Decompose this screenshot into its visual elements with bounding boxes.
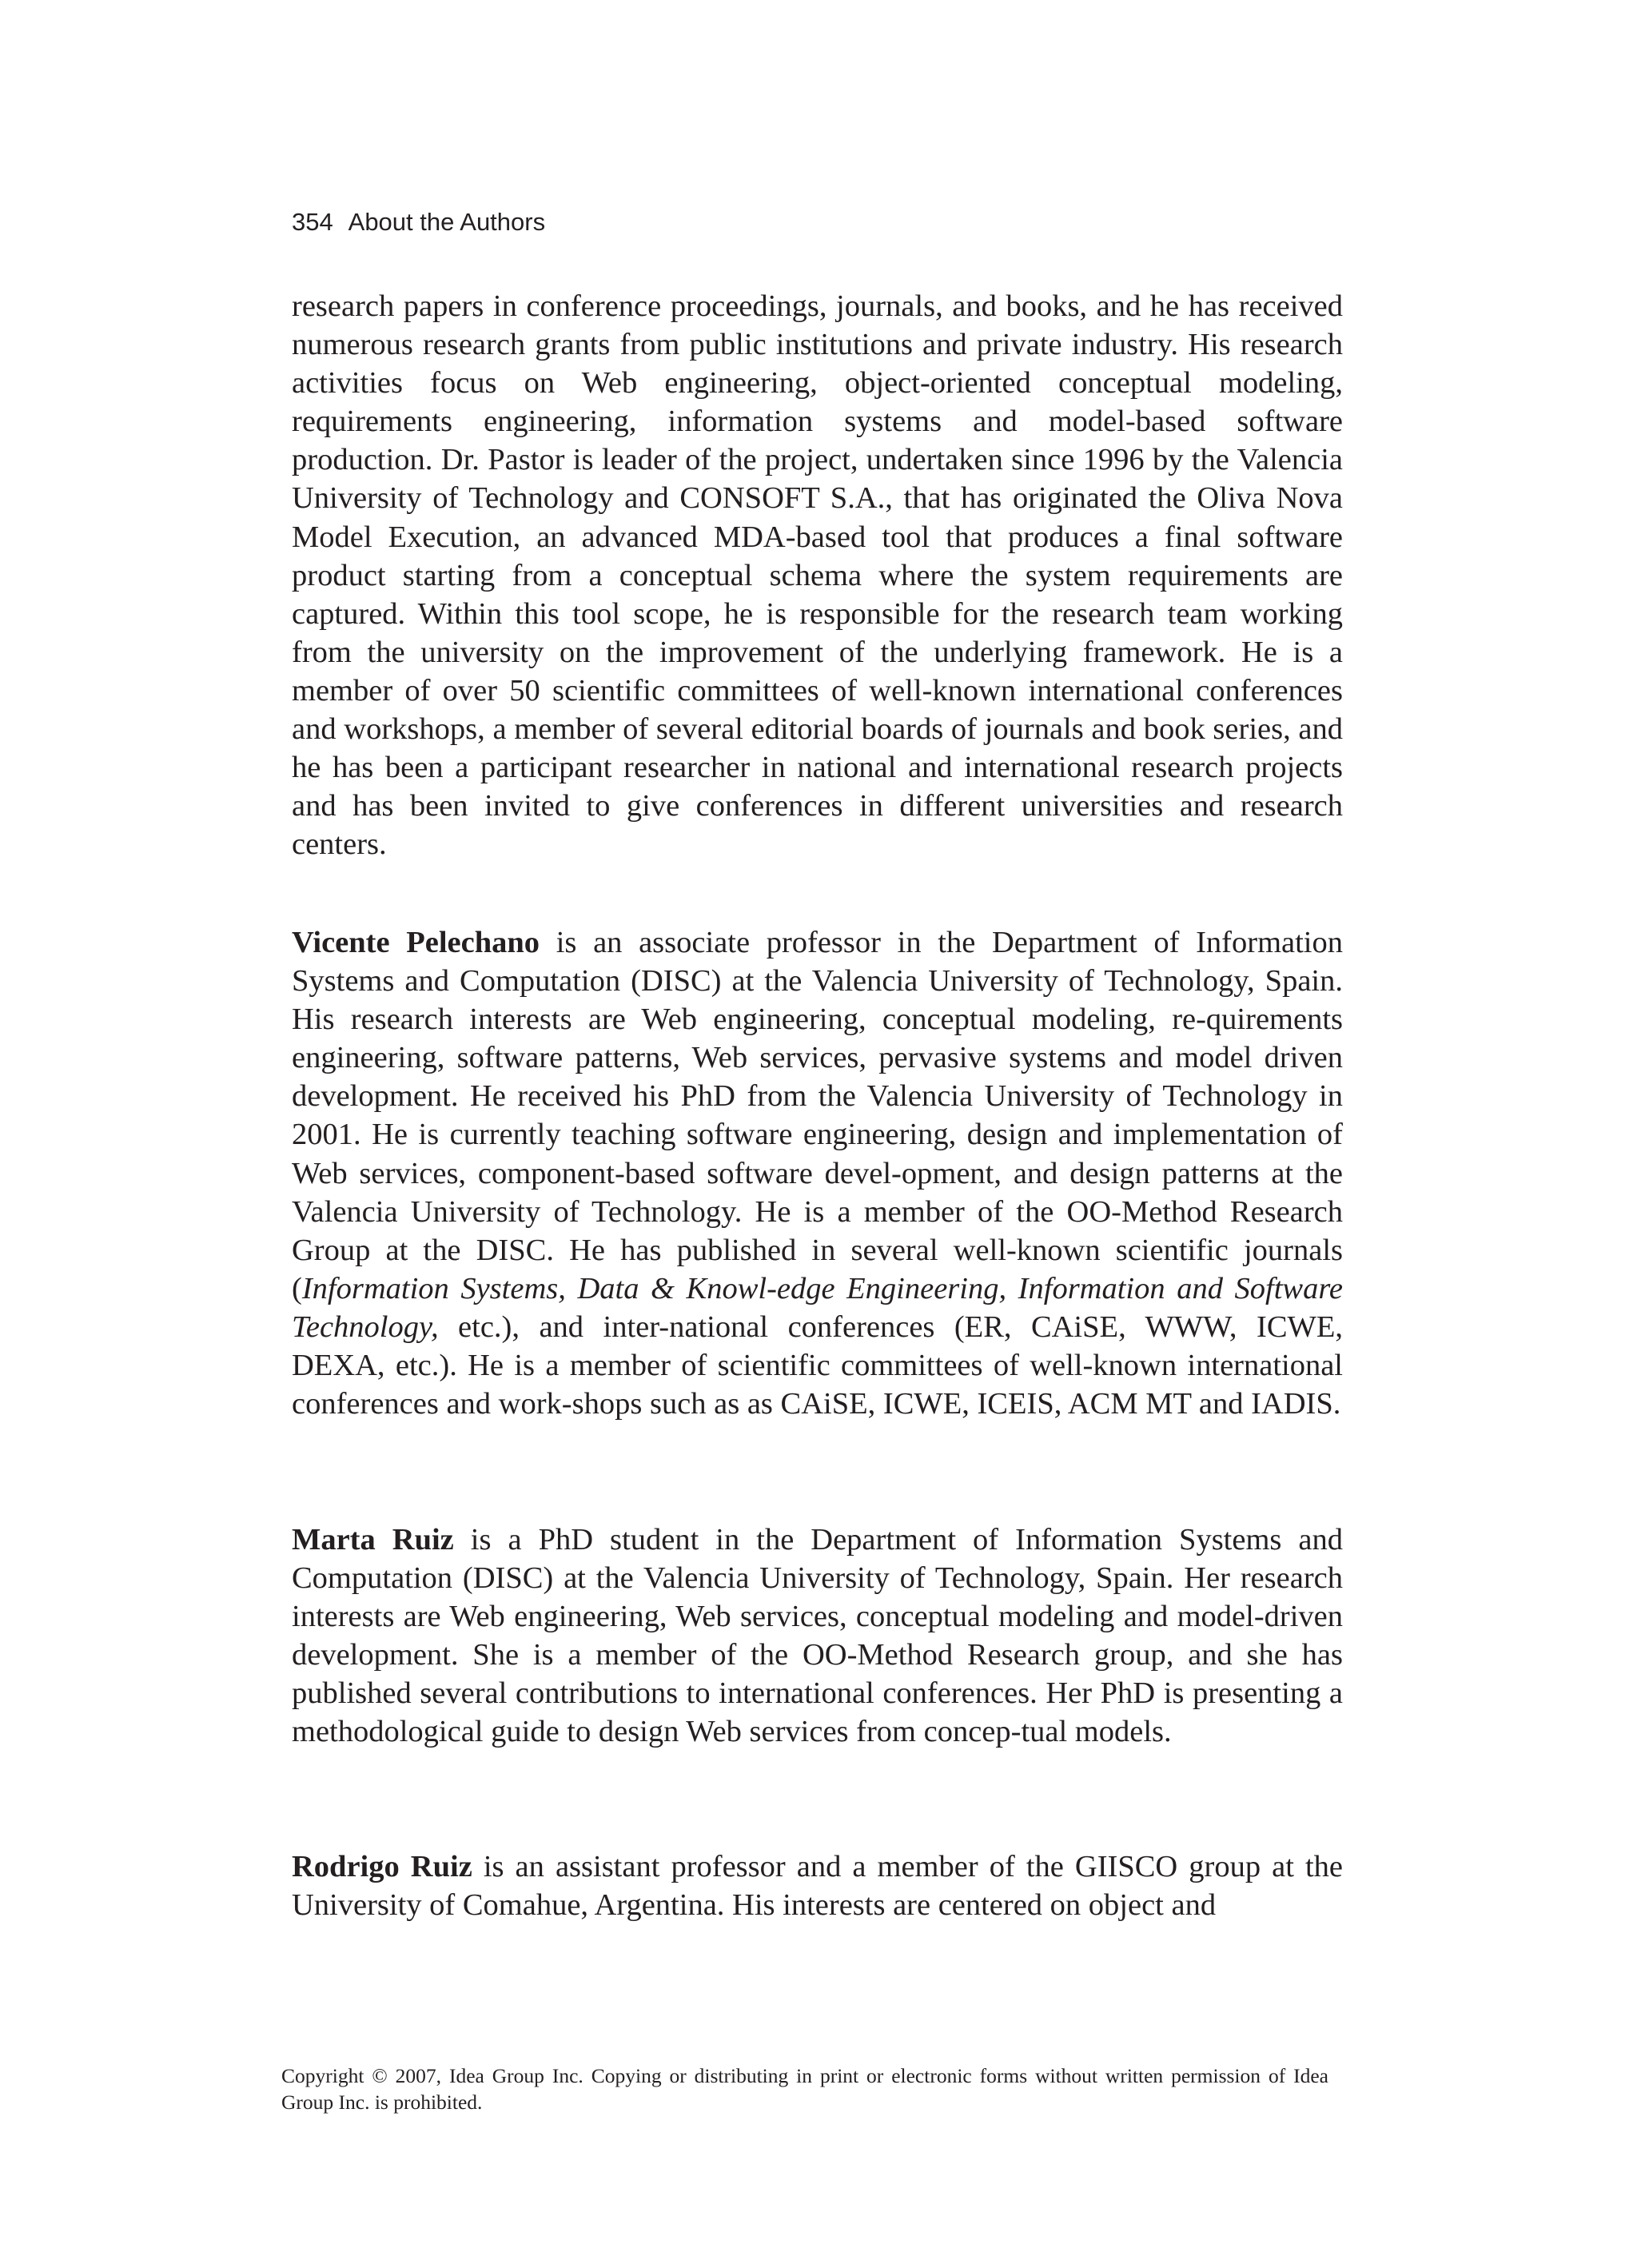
- bio-text-marta-ruiz: is a PhD student in the Department of Information Systems and Computation (DISC) at the Valencia University of Technology, Spain. Her research interests are Web engineering, Web services, conceptual modeling and model-driven development. She is a member of the OO-Method Research group, and she has published several contributions to international conferences. Her PhD is presenting a methodological guide to design Web services from concep-tual models.: [292, 1523, 1343, 1749]
- author-name-rodrigo-ruiz: Rodrigo Ruiz: [292, 1850, 472, 1883]
- bio-text-pelechano-2: etc.), and inter-national conferences (ER, CAiSE, WWW, ICWE, DEXA, etc.). He is a member of scientific committees of well-known international conferences and work-shops such as as CAiSE, ICWE, ICEIS, ACM MT and IADIS.: [292, 1309, 1343, 1421]
- bio-text-pelechano-1: is an associate professor in the Department of Information Systems and Computation (DISC) at the Valencia University of Technology, Spain. His research interests are Web engineering, conceptual modeling, re-quirements engineering, software patterns, Web services, pervasive systems and model driven development. He received his PhD from the Valencia University of Technology in 2001. He is currently teaching software engineering, design and implementation of Web services, component-based software devel-opment, and design patterns at the Valencia University of Technology. He is a member of the OO-Method Research Group at the DISC. He has published in several well-known scientific journals (: [292, 926, 1343, 1305]
- bio-paragraph-pastor: [292, 287, 1343, 863]
- bio-paragraph-marta-ruiz: [292, 1521, 1343, 1752]
- bio-paragraph-pelechano: [292, 923, 1343, 1423]
- running-header: [292, 206, 545, 238]
- page-number: 354: [292, 208, 333, 236]
- bio-paragraph-rodrigo-ruiz: [292, 1847, 1343, 1924]
- journal-list-italic: Information Systems, Data & Knowl-edge Engineering, Information and Software Technology,: [292, 1271, 1343, 1344]
- bio-text-rodrigo-ruiz: is an assistant professor and a member of the GIISCO group at the University of Comahue, Argentina. His interests are centered on object and: [292, 1850, 1343, 1923]
- author-name-pelechano: Vicente Pelechano: [292, 926, 540, 959]
- author-name-marta-ruiz: Marta Ruiz: [292, 1523, 454, 1557]
- copyright-notice: Copyright © 2007, Idea Group Inc. Copying or distributing in print or electronic forms without written permission of Idea Group Inc. is prohibited.: [281, 2064, 1328, 2114]
- bio-text-pastor: research papers in conference proceedings, journals, and books, and he has received numerous research grants from public institutions and private industry. His research activities focus on Web engineering, object-oriented conceptual modeling, requirements engineering, information systems and model-based software production. Dr. Pastor is leader of the project, undertaken since 1996 by the Valencia University of Technology and CONSOFT S.A., that has originated the Oliva Nova Model Execution, an advanced MDA-based tool that produces a final software product starting from a conceptual schema where the system requirements are captured. Within this tool scope, he is responsible for the research team working from the university on the improvement of the underlying framework. He is a member of over 50 scientific committees of well-known international conferences and workshops, a member of several editorial boards of journals and book series, and he has been a participant researcher in national and international research projects and has been invited to give conferences in different universities and research centers.: [292, 289, 1343, 862]
- running-title: About the Authors: [348, 208, 546, 236]
